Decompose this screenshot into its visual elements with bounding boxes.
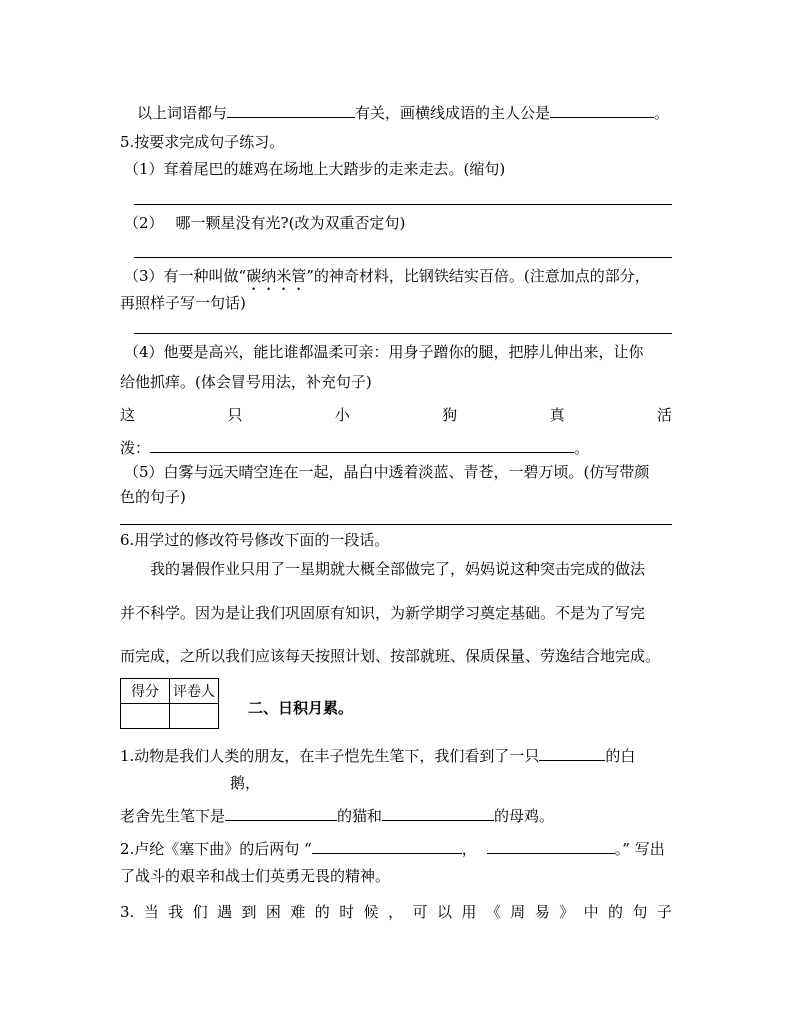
- q5-item-2: （2） 哪一颗星没有光?(改为双重否定句): [124, 214, 406, 232]
- q5-item-4-line-4: 泼： 。: [120, 439, 590, 457]
- answer-blank[interactable]: [227, 102, 355, 118]
- question-6-title: 6.用学过的修改符号修改下面的一段话。: [120, 531, 390, 549]
- answer-blank[interactable]: [225, 805, 337, 821]
- s2-q2-line-1: 2.卢纶《塞下曲》的后两句 “ ， 。” 写出: [120, 840, 665, 858]
- section-2-title: 二、日积月累。: [248, 699, 354, 717]
- answer-blank[interactable]: [487, 838, 615, 854]
- answer-blank[interactable]: [539, 745, 605, 761]
- s2-q1-line-1: 1.动物是我们人类的朋友，在丰子恺先生笔下，我们看到了一只 的白: [120, 747, 636, 765]
- grader-cell[interactable]: [170, 704, 219, 729]
- score-table: [120, 678, 219, 729]
- grader-header: 评卷人: [170, 679, 219, 704]
- q5-item-4-line-1: （4）他要是高兴，能比谁都温柔可亲：用身子蹭你的腿，把脖儿伸出来，让你: [124, 343, 644, 361]
- s2-q2-line-2: 了战斗的艰辛和战士们英勇无畏的精神。: [120, 867, 391, 885]
- q6-paragraph-line-2: 并不科学。因为是让我们巩固原有知识，为新学期学习奠定基础。不是为了写完: [120, 604, 646, 622]
- s2-q3-line-1: 3. 当 我 们 遇 到 困 难 的 时 候 ， 可 以 用 《 周 易 》 中 的 句 子: [120, 903, 672, 921]
- fill-line-words: 以上词语都与 有关，画横线成语的主人公是 。: [137, 104, 670, 122]
- answer-line[interactable]: [134, 204, 672, 205]
- s2-q1-line-3: 老舍先生笔下是 的猫和 的母鸡。: [120, 807, 555, 825]
- answer-blank[interactable]: [382, 805, 494, 821]
- answer-line[interactable]: [134, 257, 672, 258]
- answer-blank[interactable]: [150, 437, 574, 453]
- score-header: 得分: [121, 679, 170, 704]
- q5-item-4-line-2: 给他抓痒。(体会冒号用法，补充句子): [120, 373, 372, 391]
- s2-q1-line-2: 鹅，: [230, 774, 261, 792]
- answer-line[interactable]: [120, 524, 672, 525]
- q5-item-3-line-2: 再照样子写一句话): [120, 294, 246, 312]
- q5-item-4-line-3: 这 只 小 狗 真 活: [120, 406, 672, 424]
- answer-blank[interactable]: [312, 838, 462, 854]
- answer-line[interactable]: [134, 333, 672, 334]
- q6-paragraph-line-3: 而完成，之所以我们应该每天按照计划、按部就班、保质保量、劳逸结合地完成。: [120, 647, 661, 665]
- score-cell[interactable]: [121, 704, 170, 729]
- q5-item-5-line-2: 色的句子): [120, 488, 186, 506]
- q5-item-1: （1）耷着尾巴的雄鸡在场地上大踏步的走来走去。(缩句): [124, 160, 506, 178]
- q5-item-5-line-1: （5）白雾与远天晴空连在一起，晶白中透着淡蓝、青苍，一碧万顷。(仿写带颜: [124, 463, 650, 481]
- question-5-title: 5.按要求完成句子练习。: [120, 133, 285, 151]
- answer-blank[interactable]: [550, 102, 654, 118]
- q6-paragraph-line-1: 我的暑假作业只用了一星期就大概全部做完了，妈妈说这种突击完成的做法: [150, 560, 646, 578]
- q5-item-3-line-1: （3）有一种叫做“碳纳米管”的神奇材料，比钢铁结实百倍。(注意加点的部分，: [124, 267, 650, 285]
